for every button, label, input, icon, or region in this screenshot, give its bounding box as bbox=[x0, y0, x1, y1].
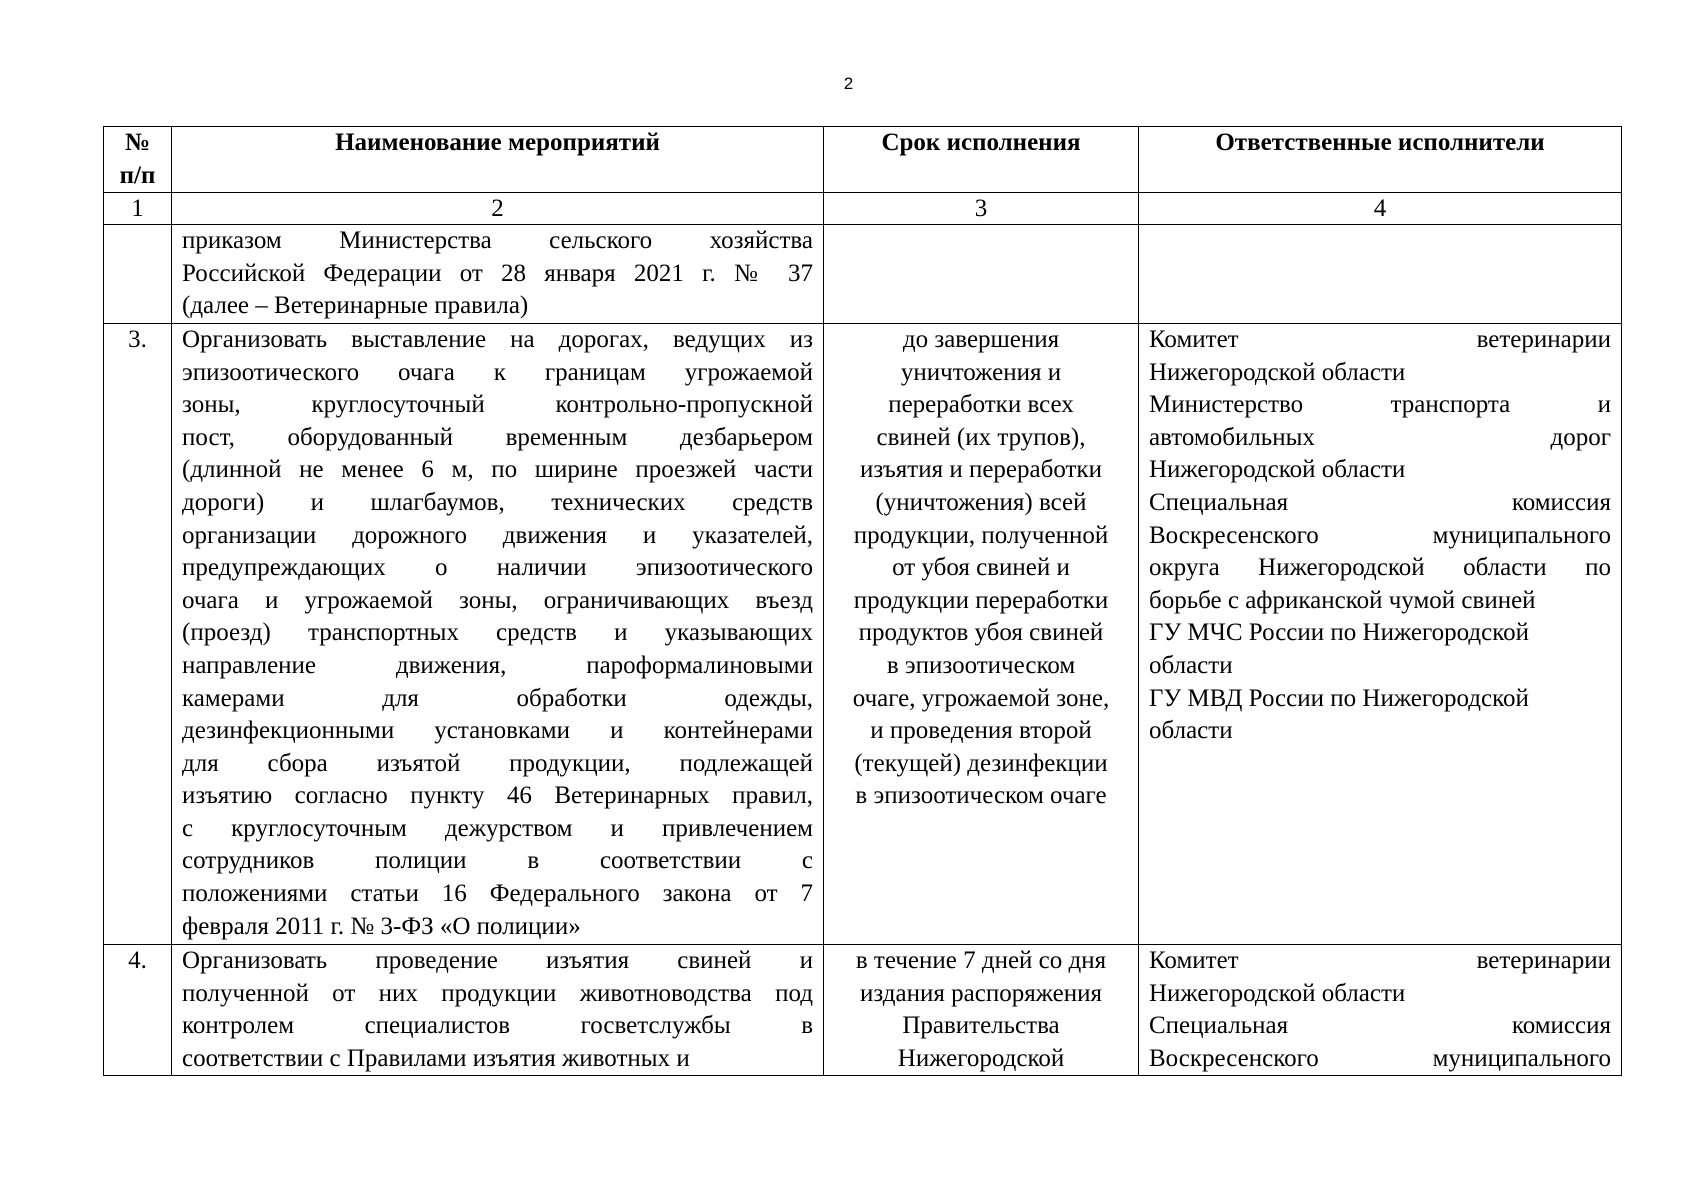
measure-name-line: очага и угрожаемой зоны, ограничивающих въезд bbox=[182, 586, 813, 614]
deadline-line: в эпизоотическом bbox=[886, 651, 1076, 679]
executor-line: Специальная комиссия bbox=[1149, 1012, 1611, 1040]
measure-name-line: предупреждающих о наличии эпизоотического bbox=[182, 554, 813, 582]
deadline-line: (текущей) дезинфекции bbox=[854, 749, 1108, 777]
executors bbox=[1139, 944, 1622, 1075]
executor-line: округа Нижегородской области по bbox=[1149, 554, 1611, 582]
executor-line: области bbox=[1149, 651, 1233, 679]
executor-line: ГУ МЧС России по Нижегородской bbox=[1149, 619, 1529, 647]
executor-line: области bbox=[1149, 717, 1233, 745]
measure-name-line: сотрудников полиции в соответствии с bbox=[182, 847, 813, 875]
executor-line: автомобильных дорог bbox=[1149, 423, 1611, 451]
measure-name-line: соответствии с Правилами изъятия животных и bbox=[182, 1044, 690, 1072]
header-executors: Ответственные исполнители bbox=[1139, 127, 1622, 193]
measure-name-line: с круглосуточным дежурством и привлечением bbox=[182, 814, 813, 842]
executor-line: Воскресенского муниципального bbox=[1149, 1044, 1611, 1072]
measure-name-line: направление движения, пароформалиновыми bbox=[182, 651, 813, 679]
measure-name-line: приказом Министерства сельского хозяйства bbox=[182, 227, 813, 255]
measure-name-line: камерами для обработки одежды, bbox=[182, 684, 813, 712]
measure-name-line: полученной от них продукции животноводства под bbox=[182, 979, 813, 1007]
measure-name bbox=[172, 323, 824, 944]
deadline-line: очаге, угрожаемой зоне, bbox=[852, 684, 1110, 712]
measure-name-line: контролем специалистов госветслужбы в bbox=[182, 1012, 813, 1040]
executor-line: Нижегородской области bbox=[1149, 979, 1406, 1007]
table-row bbox=[104, 944, 1622, 1075]
measure-name-line: дороги) и шлагбаумов, технических средств bbox=[182, 488, 813, 516]
deadline-line: продукции переработки bbox=[853, 586, 1109, 614]
column-number: 4 bbox=[1139, 193, 1622, 225]
measure-name-line: пост, оборудованный временным дезбарьером bbox=[182, 423, 813, 451]
deadline-line: и проведения второй bbox=[870, 717, 1092, 745]
column-number-row bbox=[104, 193, 1622, 225]
measure-name-line: для сбора изъятой продукции, подлежащей bbox=[182, 749, 813, 777]
measure-name-line: эпизоотического очага к границам угрожаемой bbox=[182, 358, 813, 386]
measure-name-line: (длинной не менее 6 м, по ширине проезжей части bbox=[182, 456, 813, 484]
measure-name-line: Организовать выставление на дорогах, ведущих из bbox=[182, 325, 813, 353]
executors bbox=[1139, 225, 1622, 324]
deadline-line: Нижегородской bbox=[897, 1044, 1065, 1072]
row-number bbox=[104, 225, 172, 324]
column-number: 2 bbox=[172, 193, 824, 225]
measure-name bbox=[172, 944, 824, 1075]
executor-line: Нижегородской области bbox=[1149, 456, 1406, 484]
measure-name-line: организации дорожного движения и указателей, bbox=[182, 521, 813, 549]
executor-line: Специальная комиссия bbox=[1149, 488, 1611, 516]
deadline-line: в течение 7 дней со дня bbox=[855, 946, 1107, 974]
deadline-line: переработки всех bbox=[888, 391, 1074, 419]
deadline-line: до завершения bbox=[902, 325, 1060, 353]
deadline-line: (уничтожения) всей bbox=[875, 488, 1087, 516]
measure-name bbox=[172, 225, 824, 324]
deadline-line: уничтожения и bbox=[900, 358, 1062, 386]
executor-line: Комитет ветеринарии bbox=[1149, 325, 1611, 353]
deadline-line: изъятия и переработки bbox=[860, 456, 1102, 484]
deadline bbox=[824, 323, 1139, 944]
row-number: 3. bbox=[104, 323, 172, 944]
executor-line: Воскресенского муниципального bbox=[1149, 521, 1611, 549]
measure-name-line: (проезд) транспортных средств и указывающих bbox=[182, 619, 813, 647]
executors bbox=[1139, 323, 1622, 944]
measure-name-line: февраля 2011 г. № 3-ФЗ «О полиции» bbox=[182, 912, 581, 940]
header-deadline: Срок исполнения bbox=[824, 127, 1139, 193]
measure-name-line: зоны, круглосуточный контрольно-пропускной bbox=[182, 391, 813, 419]
table-row bbox=[104, 323, 1622, 944]
measures-table bbox=[103, 126, 1622, 1076]
deadline-line: Правительства bbox=[902, 1012, 1060, 1040]
column-number: 3 bbox=[824, 193, 1139, 225]
row-number: 4. bbox=[104, 944, 172, 1075]
header-num: № п/п bbox=[104, 127, 172, 193]
deadline-line: в эпизоотическом очаге bbox=[855, 782, 1107, 810]
measure-name-line: изъятию согласно пункту 46 Ветеринарных правил, bbox=[182, 782, 813, 810]
deadline-line: свиней (их трупов), bbox=[876, 423, 1086, 451]
deadline bbox=[824, 944, 1139, 1075]
table-row bbox=[104, 225, 1622, 324]
deadline bbox=[824, 225, 1139, 324]
column-number: 1 bbox=[104, 193, 172, 225]
executor-line: Нижегородской области bbox=[1149, 358, 1406, 386]
page-number: 2 bbox=[843, 74, 854, 93]
header-name: Наименование мероприятий bbox=[172, 127, 824, 193]
measure-name-line: (далее – Ветеринарные правила) bbox=[182, 292, 529, 320]
deadline-line: от убоя свиней и bbox=[892, 554, 1070, 582]
deadline-line: продуктов убоя свиней bbox=[858, 619, 1104, 647]
measure-name-line: Организовать проведение изъятия свиней и bbox=[182, 946, 813, 974]
executor-line: борьбе с африканской чумой свиней bbox=[1149, 586, 1536, 614]
executor-line: ГУ МВД России по Нижегородской bbox=[1149, 684, 1529, 712]
measure-name-line: Российской Федерации от 28 января 2021 г. № 37 bbox=[182, 259, 813, 287]
measure-name-line: дезинфекционными установками и контейнерами bbox=[182, 717, 813, 745]
deadline-line: издания распоряжения bbox=[860, 979, 1102, 1007]
table-header-row bbox=[104, 127, 1622, 193]
measure-name-line: положениями статьи 16 Федерального закона от 7 bbox=[182, 880, 813, 908]
deadline-line: продукции, полученной bbox=[853, 521, 1109, 549]
executor-line: Комитет ветеринарии bbox=[1149, 946, 1611, 974]
executor-line: Министерство транспорта и bbox=[1149, 391, 1611, 419]
